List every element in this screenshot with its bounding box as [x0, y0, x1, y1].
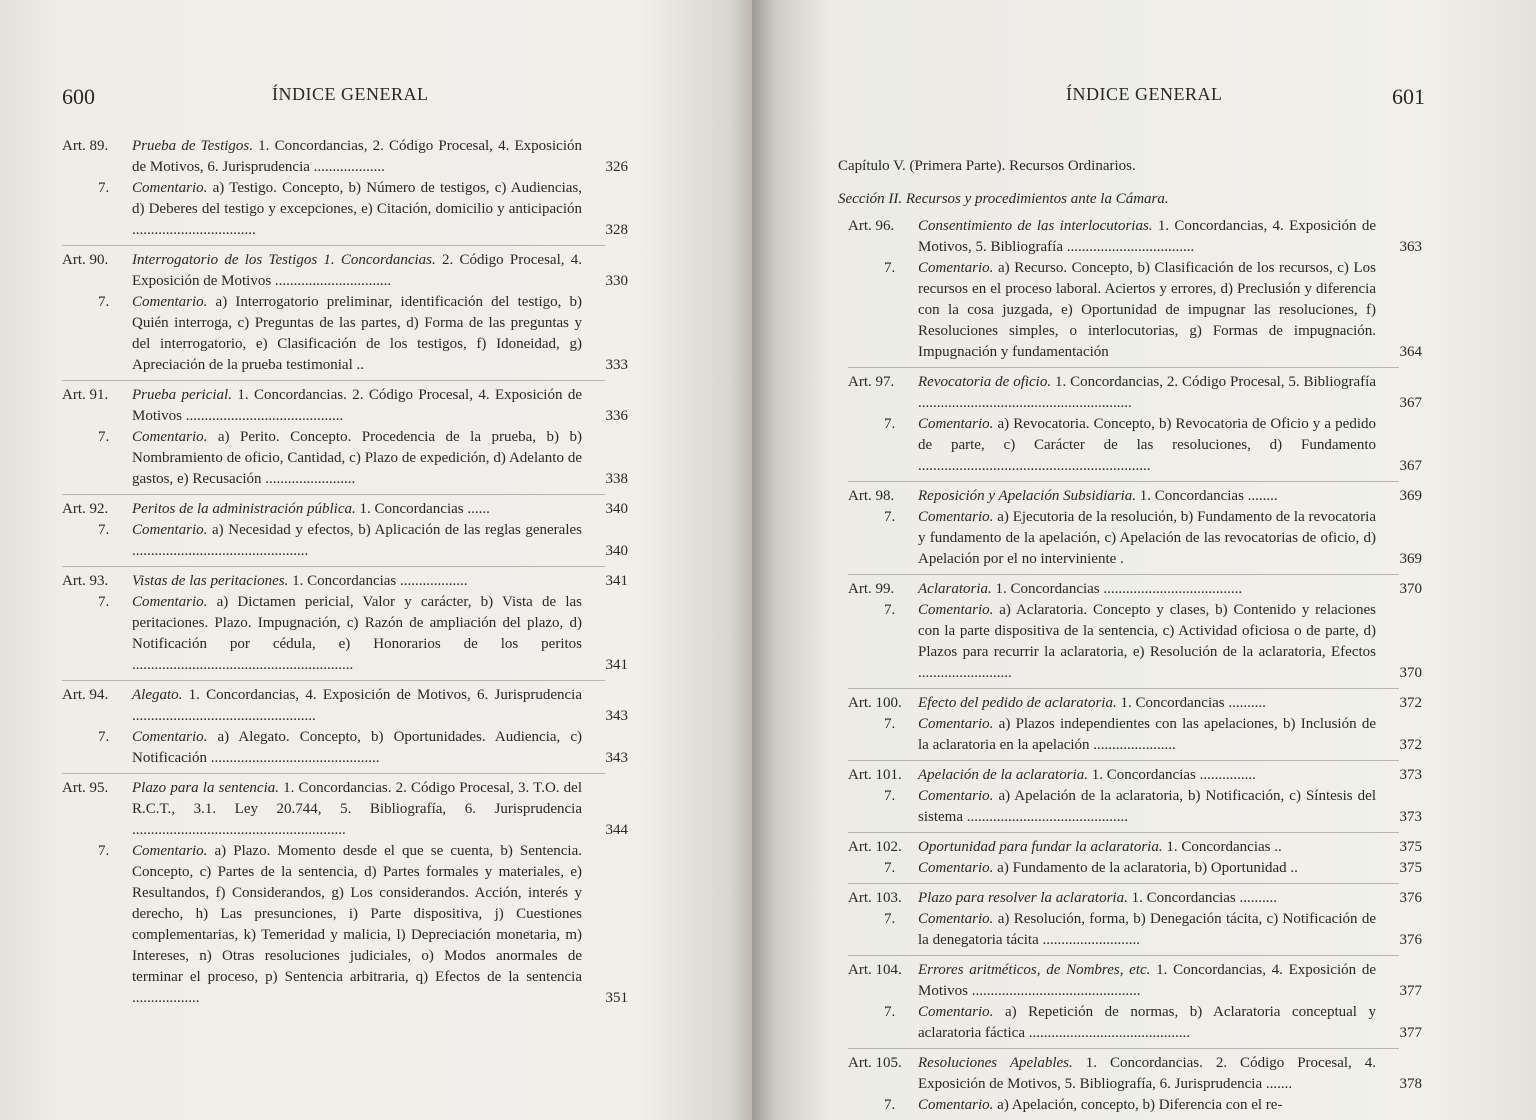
- index-entries: [62, 136, 628, 1009]
- entry-page-number: 370: [1399, 581, 1422, 597]
- commentary-entry: [848, 507, 1422, 570]
- entry-label: Art. 103.: [848, 890, 902, 906]
- section-heading: Sección II. Recursos y procedimientos ante la Cámara.: [838, 191, 1169, 207]
- entry-text: Vistas de las peritaciones. 1. Concordancias ..................: [132, 573, 468, 589]
- entry-page-number: 341: [605, 657, 628, 673]
- left-page: [0, 0, 752, 1120]
- entry-text: Comentario. a) Apelación de la aclaratoria, b) Notificación, c) Síntesis del sistema ...........................................: [918, 788, 1376, 825]
- entry-separator: [848, 760, 1399, 761]
- commentary-entry: [848, 1002, 1422, 1044]
- entry-page-number: 344: [605, 822, 628, 838]
- entry-text: Comentario. a) Perito. Concepto. Procedencia de la prueba, b) b) Nombramiento de oficio, Cantidad, c) Plazo de expedición, d) Adelanto de gastos, e) Recusación ........................: [132, 429, 582, 487]
- article-entry: [62, 136, 628, 178]
- entry-label: 7.: [98, 294, 110, 310]
- entry-label: 7.: [98, 729, 110, 745]
- entry-label: Art. 97.: [848, 374, 895, 390]
- entry-page-number: 326: [605, 159, 628, 175]
- entry-separator: [848, 955, 1399, 956]
- entry-text: Reposición y Apelación Subsidiaria. 1. Concordancias ........: [918, 488, 1278, 504]
- commentary-entry: [848, 600, 1422, 684]
- article-entry: [848, 486, 1422, 507]
- right-page: [752, 0, 1536, 1120]
- commentary-entry: [62, 727, 628, 769]
- entry-separator: [848, 1048, 1399, 1049]
- article-entry: [62, 571, 628, 592]
- entry-label: 7.: [884, 788, 896, 804]
- entry-separator: [62, 680, 605, 681]
- commentary-entry: [848, 786, 1422, 828]
- page-number: 600: [62, 84, 95, 109]
- entry-text: Prueba pericial. 1. Concordancias. 2. Código Procesal, 4. Exposición de Motivos ..........................................: [132, 387, 582, 424]
- article-entry: [62, 778, 628, 841]
- entry-text: Errores aritméticos, de Nombres, etc. 1. Concordancias, 4. Exposición de Motivos .............................................: [918, 962, 1376, 999]
- article-entry: [848, 372, 1422, 414]
- commentary-entry: [848, 858, 1422, 879]
- entry-text: Interrogatorio de los Testigos 1. Concordancias. 2. Código Procesal, 4. Exposición de Motivos ...............................: [132, 252, 582, 289]
- entry-text: Comentario. a) Revocatoria. Concepto, b) Revocatoria de Oficio y a pedido de parte, c) Carácter de las resoluciones, d) Fundamento ..............................................................: [918, 416, 1376, 474]
- entry-label: Art. 98.: [848, 488, 895, 504]
- entry-page-number: 336: [605, 408, 628, 424]
- entry-separator: [62, 494, 605, 495]
- entry-separator: [848, 832, 1399, 833]
- entry-label: Art. 96.: [848, 218, 895, 234]
- entry-label: 7.: [98, 843, 110, 859]
- entry-page-number: 367: [1399, 458, 1422, 474]
- entry-label: 7.: [884, 1004, 896, 1020]
- entry-separator: [848, 688, 1399, 689]
- entry-text: Comentario. a) Fundamento de la aclaratoria, b) Oportunidad ..: [918, 860, 1298, 876]
- commentary-entry: [62, 841, 628, 1009]
- entry-text: Comentario. a) Apelación, concepto, b) Diferencia con el re-: [918, 1097, 1283, 1113]
- entry-label: 7.: [884, 416, 896, 432]
- entry-text: Comentario. a) Interrogatorio preliminar, identificación del testigo, b) Quién interroga, c) Preguntas de las partes, d) Forma de las preguntas y del interrogatorio, e) Clasificación de los testigos, f) Idoneidad, g) Apreciación de la prueba testimonial ..: [132, 294, 582, 373]
- commentary-entry: [62, 292, 628, 376]
- entry-text: Resoluciones Apelables. 1. Concordancias. 2. Código Procesal, 4. Exposición de Motivos, 5. Bibliografía, 6. Jurisprudencia .......: [918, 1055, 1377, 1092]
- entry-text: Revocatoria de oficio. 1. Concordancias, 2. Código Procesal, 5. Bibliografía .........................................................: [918, 374, 1376, 411]
- entry-separator: [62, 773, 605, 774]
- article-entry: [848, 837, 1422, 858]
- entry-page-number: 375: [1399, 839, 1422, 855]
- article-entry: [848, 579, 1422, 600]
- entry-page-number: 367: [1399, 395, 1422, 411]
- entry-label: Art. 90.: [62, 252, 109, 268]
- entry-text: Alegato. 1. Concordancias, 4. Exposición de Motivos, 6. Jurisprudencia .................................................: [132, 687, 582, 724]
- chapter-heading: Capítulo V. (Primera Parte). Recursos Ordinarios.: [838, 158, 1136, 174]
- entry-label: Art. 99.: [848, 581, 895, 597]
- entry-text: Comentario. a) Resolución, forma, b) Denegación tácita, c) Notificación de la denegatoria tácita ..........................: [918, 911, 1376, 948]
- entry-text: Consentimiento de las interlocutorias. 1. Concordancias, 4. Exposición de Motivos, 5. Bibliografía ..................................: [918, 218, 1376, 255]
- entry-page-number: 328: [605, 222, 628, 238]
- entry-page-number: 343: [605, 708, 628, 724]
- entry-label: 7.: [98, 594, 110, 610]
- entry-text: Comentario. a) Aclaratoria. Concepto y clases, b) Contenido y relaciones con la parte dispositiva de la sentencia, c) Actividad oficiosa o de parte, d) Plazos para recurrir la aclaratoria, e) Resolución de la aclaratoria, Efectos .........................: [918, 602, 1376, 681]
- entry-text: Prueba de Testigos. 1. Concordancias, 2. Código Procesal, 4. Exposición de Motivos, 6. Jurisprudencia ...................: [132, 138, 582, 175]
- entry-separator: [62, 245, 605, 246]
- entry-text: Plazo para resolver la aclaratoria. 1. Concordancias ..........: [918, 890, 1277, 906]
- entry-page-number: 373: [1399, 767, 1422, 783]
- entry-text: Oportunidad para fundar la aclaratoria. 1. Concordancias ..: [918, 839, 1282, 855]
- entry-text: Comentario. a) Repetición de normas, b) Aclaratoria conceptual y aclaratoria fáctica ...........................................: [918, 1004, 1376, 1041]
- commentary-entry: [848, 1095, 1422, 1116]
- entry-text: Aclaratoria. 1. Concordancias .....................................: [918, 581, 1243, 597]
- article-entry: [62, 385, 628, 427]
- entry-page-number: 343: [605, 750, 628, 766]
- entry-label: Art. 95.: [62, 780, 109, 796]
- article-entry: [848, 1053, 1422, 1095]
- entry-page-number: 376: [1399, 890, 1422, 906]
- entry-label: Art. 91.: [62, 387, 109, 403]
- article-entry: [848, 960, 1422, 1002]
- entry-page-number: 377: [1399, 1025, 1422, 1041]
- entry-page-number: 340: [605, 501, 628, 517]
- article-entry: [848, 693, 1422, 714]
- running-header: ÍNDICE GENERAL: [1066, 84, 1223, 104]
- entry-text: Comentario. a) Plazos independientes con las apelaciones, b) Inclusión de la aclaratoria en la apelación ......................: [918, 716, 1376, 753]
- entry-label: Art. 100.: [848, 695, 902, 711]
- commentary-entry: [62, 592, 628, 676]
- article-entry: [848, 765, 1422, 786]
- entry-separator: [62, 566, 605, 567]
- entry-label: 7.: [98, 180, 110, 196]
- entry-page-number: 376: [1399, 932, 1422, 948]
- entry-label: 7.: [98, 429, 110, 445]
- entry-page-number: 377: [1399, 983, 1422, 999]
- entry-label: Art. 104.: [848, 962, 902, 978]
- entry-label: Art. 89.: [62, 138, 109, 154]
- index-entries: [848, 216, 1422, 1116]
- entry-page-number: 372: [1399, 695, 1422, 711]
- entry-label: 7.: [884, 260, 896, 276]
- entry-text: Comentario. a) Recurso. Concepto, b) Clasificación de los recursos, c) Los recursos en el proceso laboral. Aciertos y errores, d) Preclusión y diferencia con la cosa juzgada, e) Oportunidad de impugnar las resoluciones, f) Resoluciones simples, o interlocutorias, g) Formas de impugnación. Impugnación y fundamentación: [918, 260, 1376, 360]
- entry-page-number: 333: [605, 357, 628, 373]
- page-number: 601: [1392, 84, 1425, 109]
- entry-page-number: 363: [1399, 239, 1422, 255]
- commentary-entry: [848, 909, 1422, 951]
- article-entry: [62, 685, 628, 727]
- entry-page-number: 373: [1399, 809, 1422, 825]
- entry-text: Comentario. a) Ejecutoria de la resolución, b) Fundamento de la revocatoria y fundamento de la apelación, c) Apelación de las revocatorias de oficio, d) Apelación por el no interviniente .: [918, 509, 1376, 567]
- entry-text: Apelación de la aclaratoria. 1. Concordancias ...............: [918, 767, 1256, 783]
- entry-text: Comentario. a) Dictamen pericial, Valor y carácter, b) Vista de las peritaciones. Plazo. Impugnación, c) Razón de ampliación del plazo, d) Notificación por cédula, e) Honorarios de los peritos ...........................................................: [132, 594, 582, 673]
- entry-separator: [848, 367, 1399, 368]
- article-entry: [62, 250, 628, 292]
- entry-text: Peritos de la administración pública. 1. Concordancias ......: [132, 501, 490, 517]
- entry-page-number: 372: [1399, 737, 1422, 753]
- entry-page-number: 351: [605, 990, 628, 1006]
- entry-text: Comentario. a) Testigo. Concepto, b) Número de testigos, c) Audiencias, d) Deberes del testigo y excepciones, e) Citación, domicilio y anticipación .................................: [132, 180, 582, 238]
- entry-page-number: 370: [1399, 665, 1422, 681]
- entry-text: Comentario. a) Necesidad y efectos, b) Aplicación de las reglas generales ...............................................: [132, 522, 582, 559]
- entry-label: 7.: [884, 602, 896, 618]
- entry-text: Plazo para la sentencia. 1. Concordancias. 2. Código Procesal, 3. T.O. del R.C.T., 3.1. Ley 20.744, 5. Bibliografía, 6. Jurisprudencia .........................................................: [132, 780, 582, 838]
- entry-page-number: 369: [1399, 488, 1422, 504]
- entry-page-number: 364: [1399, 344, 1422, 360]
- entry-page-number: 330: [605, 273, 628, 289]
- commentary-entry: [62, 520, 628, 562]
- article-entry: [62, 499, 628, 520]
- entry-page-number: 340: [605, 543, 628, 559]
- entry-label: 7.: [884, 860, 896, 876]
- entry-text: Comentario. a) Plazo. Momento desde el que se cuenta, b) Sentencia. Concepto, c) Partes de la sentencia, d) Partes formales y materiales, e) Resultandos, f) Considerandos, g) Los considerandos. Acción, interés y derecho, h) Las presunciones, i) Parte dispositiva, j) Cuestiones complementarias, k) Temeridad y malicia, l) Depreciación monetaria, m) Intereses, n) Otras resoluciones judiciales, o) Modos anormales de terminar el proceso, p) Sentencia arbitraria, q) Efectos de la sentencia ..................: [132, 843, 582, 1006]
- entry-text: Efecto del pedido de aclaratoria. 1. Concordancias ..........: [918, 695, 1266, 711]
- entry-separator: [848, 883, 1399, 884]
- entry-separator: [848, 574, 1399, 575]
- entry-label: 7.: [884, 509, 896, 525]
- entry-page-number: 341: [605, 573, 628, 589]
- article-entry: [848, 216, 1422, 258]
- article-entry: [848, 888, 1422, 909]
- entry-label: Art. 102.: [848, 839, 902, 855]
- commentary-entry: [848, 258, 1422, 363]
- entry-page-number: 338: [605, 471, 628, 487]
- commentary-entry: [62, 427, 628, 490]
- commentary-entry: [62, 178, 628, 241]
- entry-label: Art. 94.: [62, 687, 109, 703]
- running-header: ÍNDICE GENERAL: [272, 84, 429, 104]
- entry-text: Comentario. a) Alegato. Concepto, b) Oportunidades. Audiencia, c) Notificación .............................................: [132, 729, 582, 766]
- entry-separator: [848, 481, 1399, 482]
- entry-label: 7.: [884, 911, 896, 927]
- entry-label: Art. 93.: [62, 573, 109, 589]
- entry-label: Art. 105.: [848, 1055, 902, 1071]
- entry-separator: [62, 380, 605, 381]
- commentary-entry: [848, 414, 1422, 477]
- entry-label: 7.: [98, 522, 110, 538]
- entry-label: 7.: [884, 1097, 896, 1113]
- entry-label: Art. 101.: [848, 767, 902, 783]
- entry-page-number: 375: [1399, 860, 1422, 876]
- entry-page-number: 378: [1399, 1076, 1422, 1092]
- commentary-entry: [848, 714, 1422, 756]
- entry-label: 7.: [884, 716, 896, 732]
- entry-label: Art. 92.: [62, 501, 109, 517]
- entry-page-number: 369: [1399, 551, 1422, 567]
